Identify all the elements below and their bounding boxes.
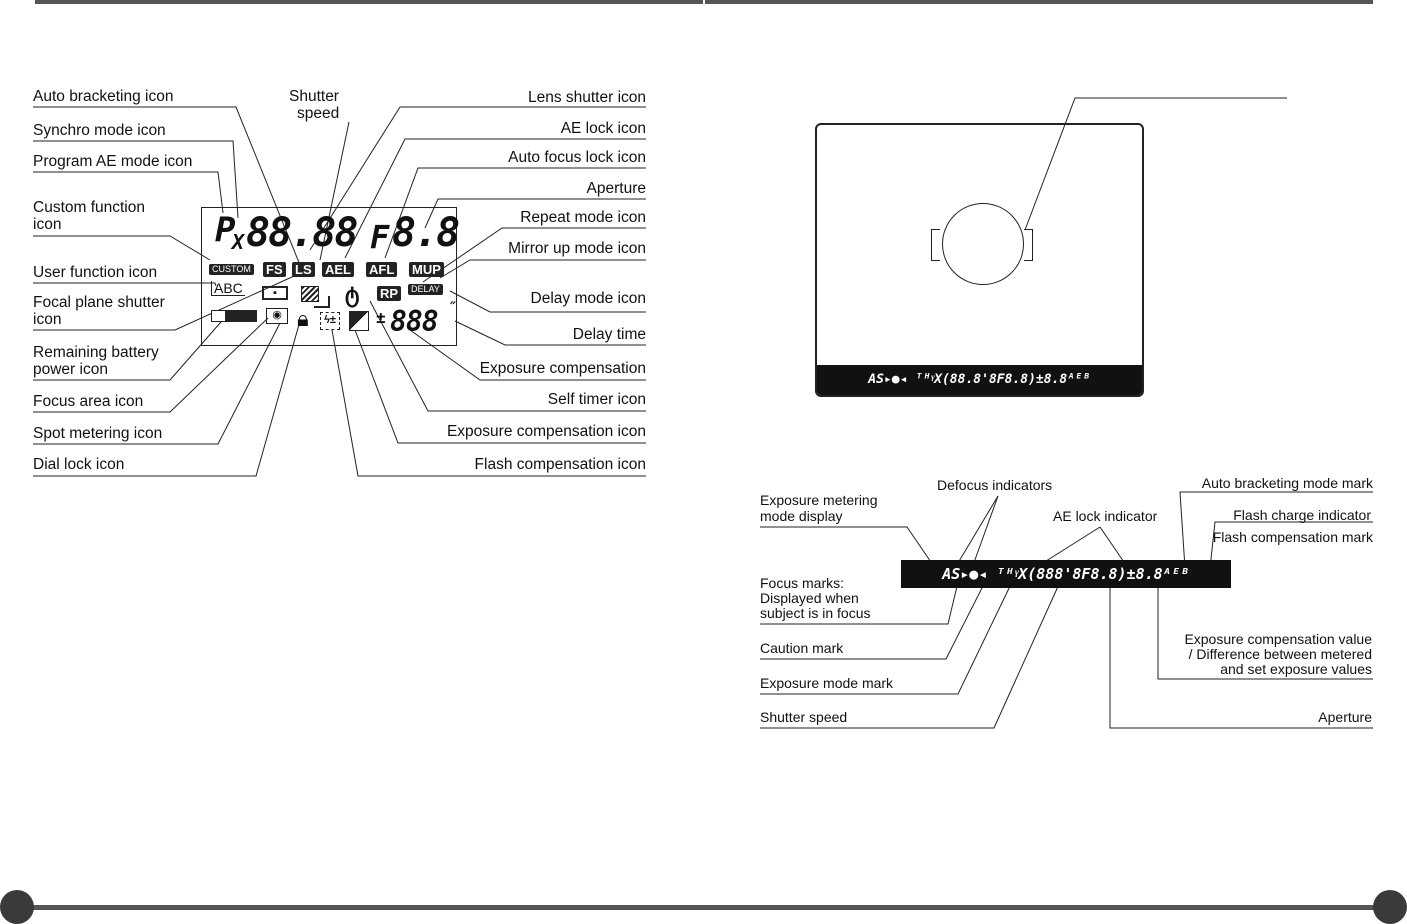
label-synchro-mode: Synchro mode icon [33, 122, 166, 139]
label-flash-comp-mark: Flash compensation mark [1212, 529, 1373, 545]
label-spot-metering: Spot metering icon [33, 425, 163, 442]
label-program-ae: Program AE mode icon [33, 153, 193, 170]
viewfinder-frame [815, 123, 1144, 397]
viewfinder-display-strip: AS▸●◂ ᵀᴴᵞX(88.8'8F8.8)±8.8ᴬᴱᴮ [817, 365, 1142, 395]
label-shutter-speed: Shutter speed [760, 709, 848, 725]
label-exp-comp-value-1: Exposure compensation value [1184, 631, 1372, 647]
label-battery-1: Remaining battery [33, 344, 159, 361]
label-custom-function-1: Custom function [33, 199, 145, 216]
label-af-lock: Auto focus lock icon [508, 149, 646, 166]
delay-mode-icon: DELAY [408, 284, 443, 295]
ae-lock-icon: AEL [322, 262, 354, 277]
shutter-speed-digits: 88.88 [246, 210, 357, 256]
label-delay-mode: Delay mode icon [530, 290, 646, 307]
label-focus-marks-2: Displayed when [760, 590, 859, 606]
label-dial-lock: Dial lock icon [33, 456, 125, 473]
mirror-up-icon: MUP [409, 262, 444, 277]
label-auto-bracket-mark: Auto bracketing mode mark [1201, 475, 1373, 491]
label-mirror-up: Mirror up mode icon [508, 240, 646, 257]
custom-function-icon: CUSTOM [209, 264, 254, 275]
label-aperture: Aperture [586, 180, 646, 197]
label-defocus: Defocus indicators [937, 477, 1053, 493]
label-ae-lock: AE lock icon [560, 120, 646, 137]
af-lock-icon: AFL [366, 262, 397, 277]
label-ae-lock-indicator: AE lock indicator [1053, 508, 1158, 524]
label-user-function: User function icon [33, 264, 158, 281]
label-battery-2: power icon [33, 361, 108, 378]
label-exp-comp-value-2: / Difference between metered [1188, 646, 1372, 662]
synchro-mode-icon [314, 296, 330, 308]
synchro-x-icon: X [232, 230, 245, 254]
focal-plane-shutter-icon: FS [263, 262, 286, 277]
focus-bracket-right [1024, 229, 1033, 261]
label-focus-area: Focus area icon [33, 393, 144, 410]
label-flash-comp-icon: Flash compensation icon [474, 456, 646, 473]
label-delay-time: Delay time [572, 326, 646, 343]
focus-area-bracket-icon: ▪ [262, 286, 288, 300]
spot-metering-circle [942, 203, 1024, 285]
label-exp-comp: Exposure compensation [479, 360, 646, 377]
program-ae-icon: P [215, 210, 236, 250]
repeat-mode-icon: RP [377, 286, 401, 301]
battery-power-icon [211, 310, 257, 322]
user-function-icon: ABC [211, 281, 245, 296]
aperture-f-mark: F [370, 218, 390, 256]
exposure-comp-sign: ± [376, 308, 386, 327]
label-self-timer: Self timer icon [547, 391, 646, 408]
label-shutter-2: speed [297, 105, 340, 122]
seconds-mark: ″ [447, 300, 456, 316]
label-repeat-mode: Repeat mode icon [520, 209, 646, 226]
label-lens-shutter: Lens shutter icon [527, 89, 646, 106]
lcd-panel [201, 207, 457, 346]
label-exp-comp-icon: Exposure compensation icon [446, 423, 646, 440]
label-focus-marks-1: Focus marks: [760, 575, 845, 591]
label-aperture-bottom: Aperture [1318, 709, 1372, 725]
exposure-compensation-icon [349, 311, 369, 331]
aperture-digits: 8.8 [392, 210, 459, 256]
lens-shutter-icon: LS [292, 262, 315, 277]
label-caution: Caution mark [760, 640, 844, 656]
viewfinder-display-enlarged: AS▸●◂ ᵀᴴᵞX(888'8F8.8)±8.8ᴬᴱᴮ [901, 560, 1231, 588]
label-exp-meter-2: mode display [760, 508, 843, 524]
label-focal-plane-1: Focal plane shutter [33, 294, 165, 311]
label-flash-charge: Flash charge indicator [1233, 507, 1371, 523]
label-exp-meter-1: Exposure metering [760, 492, 878, 508]
dial-lock-icon: 🔒︎ [297, 306, 309, 331]
label-exp-comp-value-3: and set exposure values [1220, 661, 1372, 677]
spot-metering-icon: ◉ [266, 308, 288, 324]
label-custom-function-2: icon [33, 216, 62, 233]
label-exp-mode: Exposure mode mark [760, 675, 894, 691]
delay-time-digits: 888 [390, 305, 438, 338]
label-focal-plane-2: icon [33, 311, 62, 328]
flash-compensation-icon: ϟ± [320, 312, 340, 330]
focus-bracket-left [931, 229, 940, 261]
label-focus-marks-3: subject is in focus [760, 605, 871, 621]
self-timer-icon: ტ [345, 282, 360, 307]
label-auto-bracketing: Auto bracketing icon [33, 88, 174, 105]
label-shutter-1: Shutter [289, 88, 339, 105]
